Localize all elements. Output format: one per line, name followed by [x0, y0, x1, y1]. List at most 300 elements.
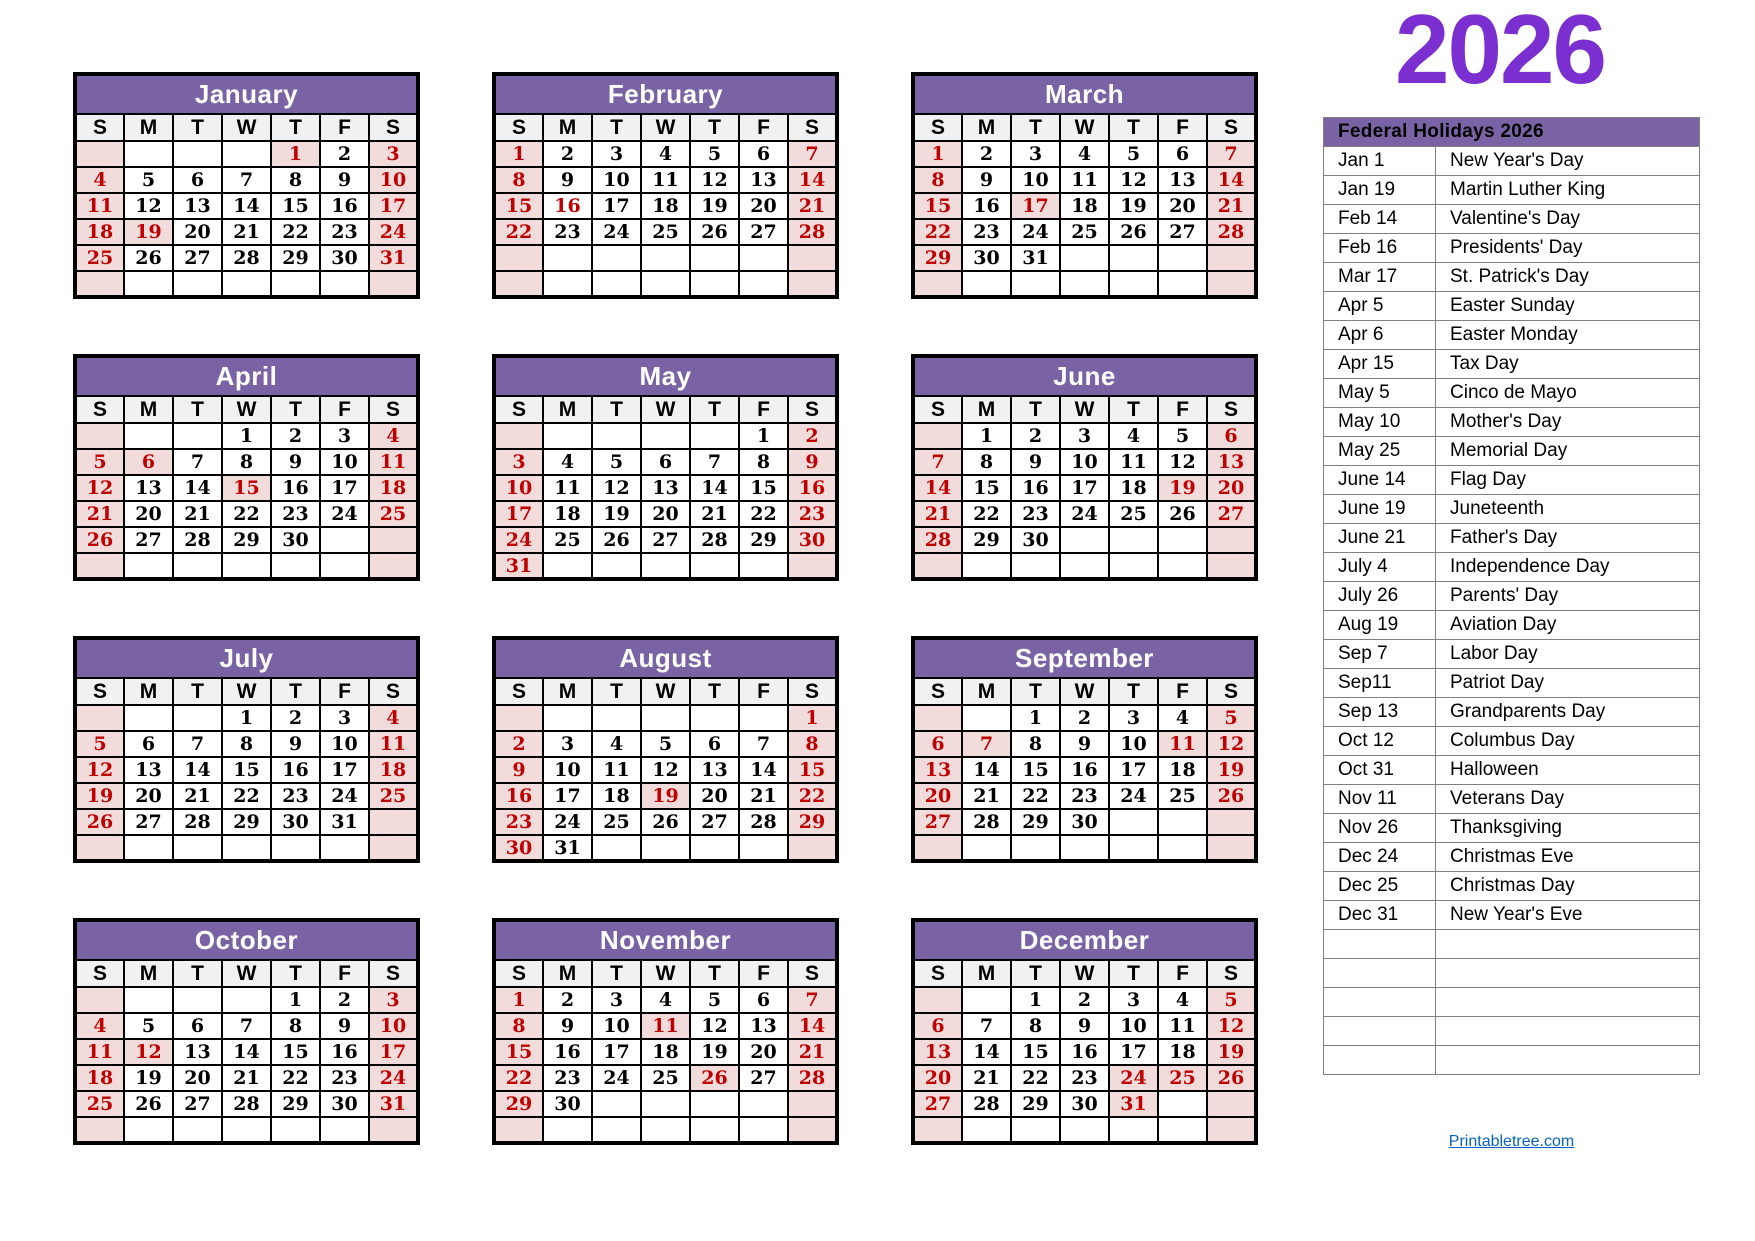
date-cell: 7	[222, 167, 271, 193]
weekday-header: S	[369, 114, 418, 141]
holiday-name: Halloween	[1436, 756, 1700, 785]
date-cell: 3	[592, 987, 641, 1013]
date-cell: 1	[222, 705, 271, 731]
date-cell: 10	[494, 475, 543, 501]
date-cell: 6	[690, 731, 739, 757]
holiday-row	[1324, 553, 1700, 582]
date-cell: 22	[788, 783, 837, 809]
date-cell: 30	[320, 245, 369, 271]
date-cell: 17	[369, 193, 418, 219]
date-cell: 27	[739, 1065, 788, 1091]
date-cell: 21	[222, 219, 271, 245]
date-cell	[1060, 553, 1109, 579]
date-row	[75, 501, 418, 527]
date-cell: 15	[271, 1039, 320, 1065]
weekday-header: S	[1207, 678, 1256, 705]
date-row	[494, 1065, 837, 1091]
holiday-date: Dec 25	[1324, 872, 1436, 901]
date-cell: 4	[75, 167, 124, 193]
date-cell: 17	[1109, 1039, 1158, 1065]
weekday-header: S	[788, 396, 837, 423]
date-cell: 6	[124, 449, 173, 475]
date-cell: 17	[494, 501, 543, 527]
month-title-row	[913, 356, 1256, 396]
weekday-header: S	[494, 678, 543, 705]
date-cell: 18	[1060, 193, 1109, 219]
date-cell: 30	[271, 809, 320, 835]
date-cell: 28	[962, 1091, 1011, 1117]
date-cell: 5	[690, 987, 739, 1013]
date-cell	[1207, 245, 1256, 271]
date-row	[494, 1013, 837, 1039]
date-cell	[913, 987, 962, 1013]
date-cell: 2	[543, 141, 592, 167]
date-cell: 21	[788, 1039, 837, 1065]
weekday-header: S	[369, 960, 418, 987]
date-cell	[592, 705, 641, 731]
date-cell: 10	[320, 731, 369, 757]
federal-holidays-table	[1323, 117, 1700, 1075]
date-cell: 15	[962, 475, 1011, 501]
date-cell: 28	[739, 809, 788, 835]
date-cell: 19	[690, 193, 739, 219]
holiday-name: Presidents' Day	[1436, 234, 1700, 263]
date-cell: 7	[962, 731, 1011, 757]
date-cell	[690, 705, 739, 731]
date-cell: 13	[173, 1039, 222, 1065]
date-cell	[124, 553, 173, 579]
date-cell	[494, 271, 543, 297]
date-cell	[962, 835, 1011, 861]
weekday-header: F	[320, 114, 369, 141]
date-cell: 23	[543, 219, 592, 245]
date-cell: 9	[494, 757, 543, 783]
weekday-header: T	[271, 114, 320, 141]
date-cell: 19	[1207, 757, 1256, 783]
printabletree-link[interactable]: Printabletree.com	[1448, 1133, 1575, 1150]
date-cell: 4	[369, 423, 418, 449]
holiday-name: Veterans Day	[1436, 785, 1700, 814]
date-cell: 15	[739, 475, 788, 501]
holiday-date: May 25	[1324, 437, 1436, 466]
date-cell: 7	[739, 731, 788, 757]
date-cell: 25	[1060, 219, 1109, 245]
month-title: July	[75, 638, 418, 678]
month-calendar-october	[73, 918, 420, 1145]
date-cell	[739, 271, 788, 297]
date-cell: 4	[369, 705, 418, 731]
date-cell: 15	[1011, 757, 1060, 783]
date-cell: 3	[1011, 141, 1060, 167]
weekday-header: F	[320, 678, 369, 705]
date-row	[75, 1091, 418, 1117]
date-cell: 8	[1011, 1013, 1060, 1039]
weekday-header: F	[320, 396, 369, 423]
date-cell: 11	[75, 193, 124, 219]
weekday-header-row	[913, 396, 1256, 423]
date-row	[75, 527, 418, 553]
date-cell: 29	[788, 809, 837, 835]
date-cell: 20	[173, 219, 222, 245]
holiday-date-empty	[1324, 1017, 1436, 1046]
date-cell: 24	[592, 1065, 641, 1091]
date-cell	[641, 245, 690, 271]
date-cell	[641, 1117, 690, 1143]
holiday-row	[1324, 582, 1700, 611]
date-cell	[1011, 835, 1060, 861]
date-cell: 14	[913, 475, 962, 501]
date-cell	[913, 705, 962, 731]
holiday-date: Sep 13	[1324, 698, 1436, 727]
date-cell: 26	[592, 527, 641, 553]
date-cell: 22	[494, 219, 543, 245]
date-cell	[75, 553, 124, 579]
weekday-header: T	[271, 396, 320, 423]
date-cell: 8	[962, 449, 1011, 475]
date-row	[494, 449, 837, 475]
date-cell: 26	[1109, 219, 1158, 245]
date-cell: 2	[962, 141, 1011, 167]
date-cell	[369, 271, 418, 297]
date-cell: 18	[1109, 475, 1158, 501]
date-cell: 3	[543, 731, 592, 757]
date-cell: 28	[962, 809, 1011, 835]
date-cell: 14	[222, 193, 271, 219]
date-cell: 31	[543, 835, 592, 861]
date-row	[913, 475, 1256, 501]
date-cell: 23	[320, 219, 369, 245]
holiday-date: Aug 19	[1324, 611, 1436, 640]
date-cell	[592, 835, 641, 861]
weekday-header: F	[739, 114, 788, 141]
date-cell	[641, 835, 690, 861]
date-row	[913, 449, 1256, 475]
date-cell: 6	[641, 449, 690, 475]
holiday-row	[1324, 785, 1700, 814]
date-cell: 8	[271, 167, 320, 193]
month-title: April	[75, 356, 418, 396]
date-cell	[494, 423, 543, 449]
holiday-row	[1324, 321, 1700, 350]
month-title-row	[494, 638, 837, 678]
date-cell	[592, 245, 641, 271]
date-cell	[962, 553, 1011, 579]
date-row	[913, 553, 1256, 579]
date-cell: 6	[913, 1013, 962, 1039]
date-cell: 28	[222, 245, 271, 271]
date-cell: 21	[1207, 193, 1256, 219]
date-cell: 5	[690, 141, 739, 167]
holiday-date: Feb 14	[1324, 205, 1436, 234]
weekday-header-row	[913, 114, 1256, 141]
month-title: October	[75, 920, 418, 960]
date-cell: 14	[173, 757, 222, 783]
date-cell	[690, 1117, 739, 1143]
month-title: January	[75, 74, 418, 114]
date-row	[494, 835, 837, 861]
weekday-header: S	[494, 396, 543, 423]
date-cell	[369, 553, 418, 579]
holiday-name: New Year's Eve	[1436, 901, 1700, 930]
date-cell	[913, 423, 962, 449]
date-cell: 12	[75, 475, 124, 501]
date-cell: 26	[1207, 1065, 1256, 1091]
weekday-header: T	[271, 960, 320, 987]
date-cell: 27	[124, 809, 173, 835]
date-cell: 17	[1011, 193, 1060, 219]
holiday-row	[1324, 727, 1700, 756]
date-cell	[1158, 271, 1207, 297]
date-cell: 2	[271, 423, 320, 449]
date-cell: 24	[592, 219, 641, 245]
holiday-row	[1324, 698, 1700, 727]
date-cell: 16	[320, 193, 369, 219]
weekday-header: S	[75, 114, 124, 141]
date-cell	[75, 1117, 124, 1143]
date-cell: 30	[320, 1091, 369, 1117]
date-cell	[1109, 271, 1158, 297]
holiday-row	[1324, 872, 1700, 901]
date-cell	[369, 527, 418, 553]
date-cell: 22	[913, 219, 962, 245]
date-row	[494, 475, 837, 501]
date-row	[913, 1013, 1256, 1039]
date-cell: 29	[271, 245, 320, 271]
date-cell: 1	[494, 987, 543, 1013]
date-cell: 29	[222, 527, 271, 553]
weekday-header: T	[173, 960, 222, 987]
holiday-date: Apr 6	[1324, 321, 1436, 350]
holiday-date: Feb 16	[1324, 234, 1436, 263]
holiday-row	[1324, 147, 1700, 176]
date-cell: 22	[962, 501, 1011, 527]
month-calendar-july	[73, 636, 420, 863]
weekday-header: W	[641, 678, 690, 705]
month-title: November	[494, 920, 837, 960]
date-cell: 31	[1109, 1091, 1158, 1117]
date-cell: 18	[369, 475, 418, 501]
date-row	[75, 219, 418, 245]
date-cell: 21	[962, 783, 1011, 809]
holiday-date: Apr 5	[1324, 292, 1436, 321]
date-cell: 20	[1207, 475, 1256, 501]
holiday-date: Oct 12	[1324, 727, 1436, 756]
weekday-header: S	[913, 396, 962, 423]
date-cell: 27	[173, 1091, 222, 1117]
weekday-header: S	[788, 114, 837, 141]
holiday-date: Sep11	[1324, 669, 1436, 698]
holiday-date: July 4	[1324, 553, 1436, 582]
date-cell: 13	[124, 475, 173, 501]
date-cell: 15	[494, 193, 543, 219]
date-cell	[124, 705, 173, 731]
date-cell: 7	[690, 449, 739, 475]
weekday-header: F	[1158, 114, 1207, 141]
date-cell	[690, 271, 739, 297]
date-row	[913, 501, 1256, 527]
date-cell: 30	[788, 527, 837, 553]
holiday-row	[1324, 524, 1700, 553]
date-cell: 15	[913, 193, 962, 219]
date-cell: 23	[1011, 501, 1060, 527]
date-cell: 4	[1158, 987, 1207, 1013]
date-cell: 30	[1060, 809, 1109, 835]
date-cell: 28	[173, 809, 222, 835]
date-cell: 10	[592, 167, 641, 193]
date-cell: 6	[1158, 141, 1207, 167]
holiday-empty-row	[1324, 1017, 1700, 1046]
date-cell: 5	[75, 731, 124, 757]
holiday-row	[1324, 205, 1700, 234]
date-cell: 8	[494, 167, 543, 193]
holiday-row	[1324, 466, 1700, 495]
holiday-date: Mar 17	[1324, 263, 1436, 292]
weekday-header: T	[173, 114, 222, 141]
date-cell: 7	[1207, 141, 1256, 167]
date-cell: 27	[913, 1091, 962, 1117]
holiday-date: Nov 26	[1324, 814, 1436, 843]
date-cell: 22	[222, 783, 271, 809]
month-title: March	[913, 74, 1256, 114]
date-cell: 11	[543, 475, 592, 501]
holiday-date: May 5	[1324, 379, 1436, 408]
date-cell: 16	[1011, 475, 1060, 501]
weekday-header: T	[1011, 114, 1060, 141]
date-cell	[1158, 553, 1207, 579]
holiday-name: Parents' Day	[1436, 582, 1700, 611]
date-row	[913, 167, 1256, 193]
date-cell: 26	[124, 245, 173, 271]
weekday-header-row	[75, 114, 418, 141]
date-cell: 19	[124, 1065, 173, 1091]
weekday-header: M	[124, 396, 173, 423]
weekday-header: W	[641, 396, 690, 423]
holiday-name: Independence Day	[1436, 553, 1700, 582]
date-row	[494, 167, 837, 193]
date-cell	[690, 423, 739, 449]
date-cell: 5	[592, 449, 641, 475]
holiday-name: Cinco de Mayo	[1436, 379, 1700, 408]
holiday-name: Father's Day	[1436, 524, 1700, 553]
month-calendar-february	[492, 72, 839, 299]
date-row	[494, 423, 837, 449]
weekday-header: S	[75, 396, 124, 423]
date-cell: 12	[75, 757, 124, 783]
date-cell: 18	[369, 757, 418, 783]
date-cell	[788, 553, 837, 579]
weekday-header: S	[369, 678, 418, 705]
date-cell	[592, 1091, 641, 1117]
date-cell: 22	[222, 501, 271, 527]
weekday-header: M	[543, 114, 592, 141]
date-cell: 25	[543, 527, 592, 553]
date-row	[494, 757, 837, 783]
date-cell: 9	[1011, 449, 1060, 475]
weekday-header: M	[543, 678, 592, 705]
weekday-header: T	[592, 678, 641, 705]
month-title-row	[494, 74, 837, 114]
date-cell: 7	[788, 141, 837, 167]
date-row	[494, 1091, 837, 1117]
weekday-header: F	[739, 396, 788, 423]
date-cell: 5	[1207, 705, 1256, 731]
date-cell: 3	[369, 987, 418, 1013]
date-cell: 20	[124, 501, 173, 527]
date-cell: 6	[739, 141, 788, 167]
date-cell: 14	[690, 475, 739, 501]
month-title: December	[913, 920, 1256, 960]
date-cell: 23	[494, 809, 543, 835]
date-cell	[271, 271, 320, 297]
date-row	[75, 449, 418, 475]
weekday-header: T	[690, 396, 739, 423]
date-cell: 15	[1011, 1039, 1060, 1065]
date-cell	[1207, 1091, 1256, 1117]
date-cell: 31	[1011, 245, 1060, 271]
date-cell: 1	[271, 987, 320, 1013]
date-cell	[222, 1117, 271, 1143]
month-title: June	[913, 356, 1256, 396]
weekday-header: T	[1011, 678, 1060, 705]
holiday-date: June 19	[1324, 495, 1436, 524]
date-cell: 30	[494, 835, 543, 861]
date-cell	[271, 835, 320, 861]
date-cell	[75, 705, 124, 731]
weekday-header: M	[962, 678, 1011, 705]
date-cell: 18	[1158, 1039, 1207, 1065]
holiday-row	[1324, 408, 1700, 437]
date-cell: 13	[1207, 449, 1256, 475]
date-cell: 8	[739, 449, 788, 475]
weekday-header: T	[1109, 678, 1158, 705]
date-row	[494, 219, 837, 245]
holiday-name: Columbus Day	[1436, 727, 1700, 756]
weekday-header: W	[1060, 678, 1109, 705]
weekday-header: S	[913, 960, 962, 987]
date-cell: 10	[369, 1013, 418, 1039]
date-cell: 1	[494, 141, 543, 167]
holiday-row	[1324, 292, 1700, 321]
weekday-header: F	[1158, 396, 1207, 423]
date-cell: 16	[962, 193, 1011, 219]
weekday-header: S	[1207, 114, 1256, 141]
date-cell: 21	[739, 783, 788, 809]
date-cell: 5	[1207, 987, 1256, 1013]
date-cell: 4	[592, 731, 641, 757]
date-cell	[962, 271, 1011, 297]
date-row	[913, 271, 1256, 297]
weekday-header: M	[124, 114, 173, 141]
weekday-header: S	[75, 960, 124, 987]
date-cell: 4	[1158, 705, 1207, 731]
date-cell: 13	[739, 167, 788, 193]
date-cell: 11	[592, 757, 641, 783]
month-calendar-january	[73, 72, 420, 299]
date-cell	[1207, 527, 1256, 553]
holiday-row	[1324, 263, 1700, 292]
date-cell: 2	[1060, 987, 1109, 1013]
holiday-name: Easter Sunday	[1436, 292, 1700, 321]
weekday-header: S	[369, 396, 418, 423]
date-cell	[962, 1117, 1011, 1143]
month-title-row	[75, 920, 418, 960]
date-row	[75, 245, 418, 271]
date-cell: 25	[1109, 501, 1158, 527]
date-cell: 8	[788, 731, 837, 757]
date-cell: 28	[788, 1065, 837, 1091]
date-row	[913, 757, 1256, 783]
weekday-header: M	[962, 396, 1011, 423]
